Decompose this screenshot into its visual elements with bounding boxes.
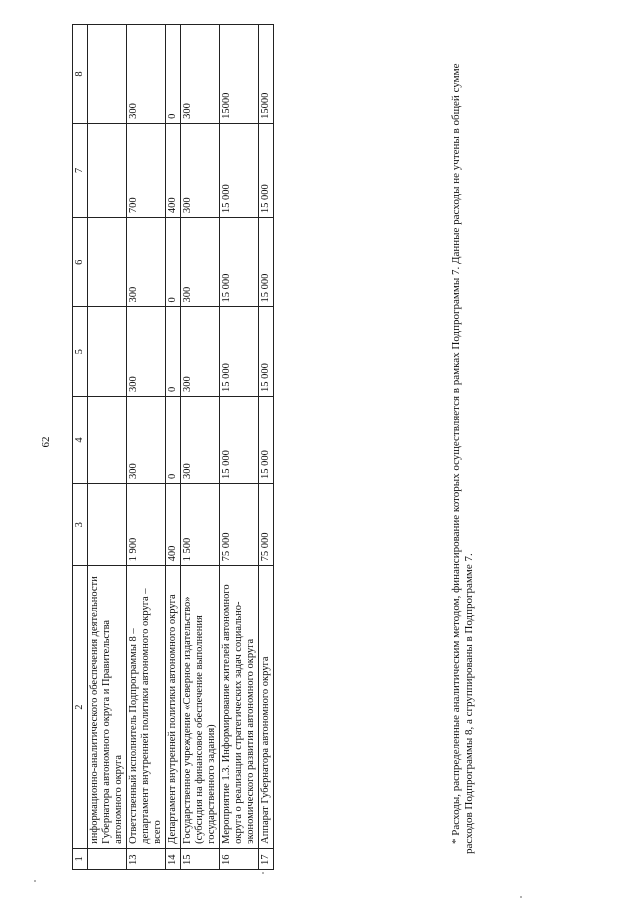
- footnote: * Расходы, распределенные аналитическим методом, финансирование которых осуществляется в рамках Подпрограммы 7. Данные расходы не учтены в общей сумме расходов Подпрограммы 8, а сгруппированы в Подпрограмме 7.: [450, 63, 475, 854]
- cell-value: 400: [166, 123, 181, 217]
- cell-value: 300: [181, 123, 220, 217]
- cell-value: 15 000: [259, 123, 274, 217]
- cell-value: 300: [181, 25, 220, 124]
- table-row: [259, 25, 274, 870]
- row-name: Аппарат Губернатора автономного округа: [259, 566, 274, 848]
- header-cell: 6: [73, 218, 88, 307]
- cell-value: 15 000: [259, 218, 274, 307]
- cell-value: 300: [181, 307, 220, 396]
- cell-value: [88, 484, 127, 566]
- cell-value: 15000: [220, 25, 259, 124]
- cell-value: 75 000: [259, 484, 274, 566]
- header-cell: 8: [73, 25, 88, 124]
- cell-value: 300: [181, 218, 220, 307]
- header-cell: 4: [73, 396, 88, 483]
- cell-value: 300: [181, 396, 220, 483]
- row-name: Государственное учреждение «Северное издательство» (субсидия на финансовое обеспечение выполнения государственного задания): [181, 566, 220, 848]
- header-cell: 7: [73, 123, 88, 217]
- row-name: Департамент внутренней политики автономного округа: [166, 566, 181, 848]
- cell-value: 300: [127, 307, 166, 396]
- cell-value: 0: [166, 25, 181, 124]
- scan-speck: [34, 880, 36, 882]
- table-row: [166, 25, 181, 870]
- cell-value: 15 000: [220, 307, 259, 396]
- header-cell: 3: [73, 484, 88, 566]
- row-number: 14: [166, 848, 181, 869]
- cell-value: 15 000: [220, 396, 259, 483]
- table-row: [88, 25, 127, 870]
- row-number: 17: [259, 848, 274, 869]
- cell-value: 0: [166, 218, 181, 307]
- table-row: [220, 25, 259, 870]
- budget-table: [72, 24, 274, 870]
- cell-value: 15000: [259, 25, 274, 124]
- cell-value: 0: [166, 396, 181, 483]
- table-row: [181, 25, 220, 870]
- scan-speck: [262, 872, 264, 874]
- cell-value: 300: [127, 396, 166, 483]
- rotated-content: [40, 2, 640, 882]
- page-number: 62: [40, 436, 52, 448]
- cell-value: 15 000: [220, 218, 259, 307]
- row-number: 13: [127, 848, 166, 869]
- table-header-row: [73, 25, 88, 870]
- cell-value: 0: [166, 307, 181, 396]
- row-name: Ответственный исполнитель Подпрограммы 8 – департамент внутренней политики автономного округа – всего: [127, 566, 166, 848]
- header-cell: 1: [73, 848, 88, 869]
- cell-value: [88, 396, 127, 483]
- cell-value: 400: [166, 484, 181, 566]
- cell-value: 1 900: [127, 484, 166, 566]
- header-cell: 2: [73, 566, 88, 848]
- cell-value: [88, 123, 127, 217]
- cell-value: 700: [127, 123, 166, 217]
- cell-value: [88, 218, 127, 307]
- row-number: 16: [220, 848, 259, 869]
- cell-value: 15 000: [220, 123, 259, 217]
- row-number: 15: [181, 848, 220, 869]
- row-number: [88, 848, 127, 869]
- cell-value: 15 000: [259, 396, 274, 483]
- row-name: Мероприятие 1.3. Информирование жителей автономного округа о реализации стратегических задач социально-экономического развития автономного округа: [220, 566, 259, 848]
- row-name: информационно-аналитического обеспечения деятельности Губернатора автономного округа и Правительства автономного округа: [88, 566, 127, 848]
- cell-value: [88, 25, 127, 124]
- table-row: [127, 25, 166, 870]
- cell-value: 15 000: [259, 307, 274, 396]
- cell-value: 75 000: [220, 484, 259, 566]
- header-cell: 5: [73, 307, 88, 396]
- cell-value: [88, 307, 127, 396]
- cell-value: 1 500: [181, 484, 220, 566]
- cell-value: 300: [127, 218, 166, 307]
- cell-value: 300: [127, 25, 166, 124]
- scan-speck: [520, 896, 522, 898]
